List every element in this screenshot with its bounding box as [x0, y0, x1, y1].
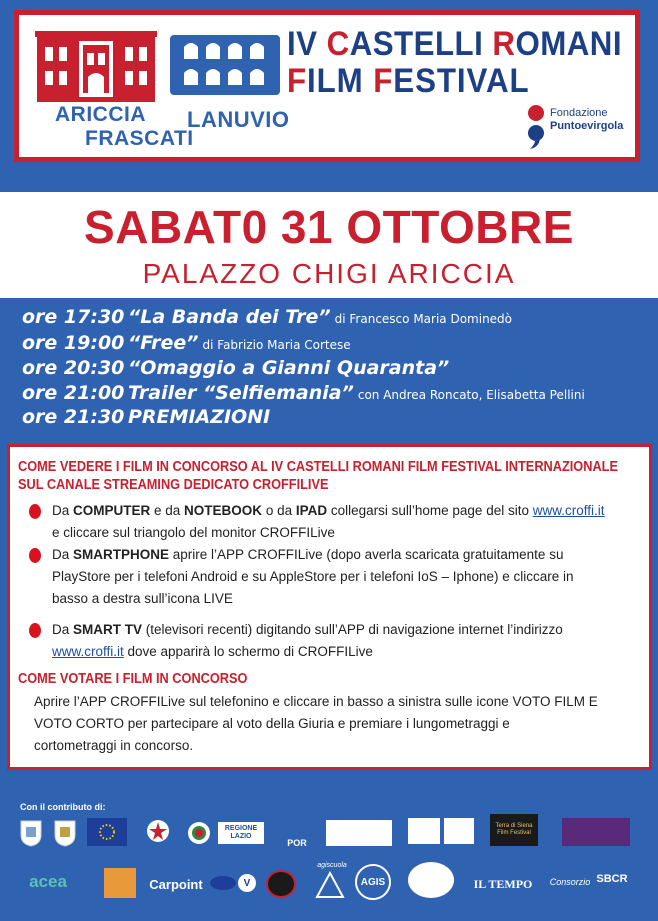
schedule-note: di Fabrizio Maria Cortese: [202, 338, 351, 352]
sponsor-logo: [562, 818, 630, 846]
croffi-link[interactable]: www.croffi.it: [532, 503, 605, 518]
sponsor-logo: [104, 868, 136, 898]
schedule-row: [22, 332, 351, 354]
agis-logo: AGIS: [355, 864, 391, 900]
bullet-icon: [29, 548, 41, 563]
computer-instructions-cont: e cliccare sul triangolo del monitor CROFFILive: [52, 525, 335, 540]
croffi-link[interactable]: www.croffi.it: [52, 644, 124, 659]
schedule-time: ore 17:30: [22, 306, 125, 328]
schedule-title: Trailer “Selfiemania”: [128, 382, 354, 404]
title-r: R: [492, 25, 516, 63]
schedule-title: “La Banda dei Tre”: [128, 306, 331, 328]
radio-logo: [408, 862, 454, 898]
schedule-note: di Francesco Maria Dominedò: [334, 312, 513, 326]
fondazione-logo: [524, 103, 634, 149]
schedule-time: ore 20:30: [22, 357, 125, 379]
event-venue: PALAZZO CHIGI ARICCIA: [142, 258, 516, 289]
municipal-crest-icon: [52, 818, 78, 848]
schedule-time: ore 19:00: [22, 332, 125, 354]
schedule-row: [22, 306, 512, 328]
sponsor-logo: [326, 820, 392, 846]
agiscuola-logo-icon: [312, 870, 348, 900]
vote-instructions: cortometraggi in concorso.: [34, 738, 194, 753]
carpoint-logo: Carpoint: [149, 876, 203, 892]
fondazione-label: Fondazione: [550, 107, 608, 119]
il-tempo-logo: IL TEMPO: [473, 876, 533, 891]
sponsor-logo: [408, 818, 440, 844]
consorzio-label: Consorzio: [549, 877, 591, 887]
info-heading-vote: COME VOTARE I FILM IN CONCORSO: [18, 671, 248, 687]
info-heading-2: SUL CANALE STREAMING DEDICATO CROFFILIVE: [18, 477, 329, 493]
vote-instructions: VOTO CORTO per partecipare al voto della Giuria e premiare i lungometraggi e: [34, 716, 510, 731]
sponsor-logo: [444, 818, 474, 844]
title-c: C: [326, 25, 350, 63]
title-estival: ESTIVAL: [393, 62, 530, 100]
schedule-row: [22, 406, 274, 428]
schedule-note: con Andrea Roncato, Elisabetta Pellini: [357, 388, 585, 402]
festival-header: [14, 10, 640, 162]
town-ariccia: ARICCIA: [55, 103, 146, 126]
festival-title-line1: [287, 25, 622, 64]
town-frascati: FRASCATI: [85, 127, 194, 150]
republic-emblem-icon: [144, 816, 172, 848]
title-f2: F: [373, 62, 394, 100]
title-ilm: ILM: [307, 62, 374, 100]
terra-di-siena-logo: Terra di Siena Film Festival: [490, 814, 538, 846]
ariccia-building-icon: [35, 27, 157, 102]
town-lanuvio: LANUVIO: [187, 107, 290, 132]
smartphone-instructions: Da SMARTPHONE aprire l’APP CROFFILive (dopo averla scaricata gratuitamente su: [52, 547, 564, 562]
smart-tv-instructions: Da SMART TV (televisori recenti) digitando sull’APP di navigazione internet l’indirizzo: [52, 622, 563, 637]
title-f1: F: [287, 62, 308, 100]
bullet-icon: [29, 623, 41, 638]
computer-instructions: Da COMPUTER e da NOTEBOOK o da IPAD collegarsi sull’home page del sito www.croffi.it: [52, 503, 605, 518]
schedule-title: “Free”: [128, 332, 199, 354]
acea-logo: acea: [29, 872, 67, 891]
title-astelli: ASTELLI: [349, 25, 493, 63]
event-date: SABAT0 31 OTTOBRE: [84, 201, 574, 253]
vote-instructions: Aprire l’APP CROFFILive sul telefonino e cliccare in basso a sinistra sulle icone VOTO FILM E: [34, 694, 598, 709]
smart-tv-instructions-cont: www.croffi.it dove apparirà lo schermo di CROFFILive: [52, 644, 373, 659]
sponsors-label: Con il contributo di:: [20, 802, 106, 812]
ford-logo: [210, 876, 236, 890]
sponsor-badge-icon: [266, 870, 296, 898]
towns-logo: [35, 27, 290, 157]
schedule-title: “Omaggio a Gianni Quaranta”: [128, 357, 450, 379]
agiscuola-label: agiscuola: [317, 861, 347, 869]
schedule-title: PREMIAZIONI: [128, 406, 271, 428]
semicolon-icon: [524, 103, 548, 149]
municipal-crest-icon: [18, 818, 44, 848]
emblem-icon: [186, 820, 212, 846]
schedule-row: [22, 357, 453, 379]
smartphone-instructions-cont: basso a destra sull’icona LIVE: [52, 591, 233, 606]
schedule-row: [22, 382, 585, 404]
schedule-time: ore 21:30: [22, 406, 125, 428]
title-iv: IV: [287, 25, 327, 63]
smartphone-instructions-cont: PlayStore per i telefoni Android e su AppleStore per i telefoni IoS – Iphone) e cliccare in: [52, 569, 574, 584]
puntoevirgola-label: Puntoevirgola: [550, 120, 624, 132]
lanuvio-building-icon: [170, 27, 280, 102]
festival-title-line2: [287, 62, 530, 101]
schedule-time: ore 21:00: [22, 382, 125, 404]
sbcr-logo: SBCR: [596, 873, 628, 885]
vw-logo: V: [238, 874, 256, 892]
bullet-icon: [29, 504, 41, 519]
eu-flag-icon: [87, 818, 127, 846]
por-logo: POR: [287, 838, 307, 848]
info-heading-1: COME VEDERE I FILM IN CONCORSO AL IV CASTELLI ROMANI FILM FESTIVAL INTERNAZIONALE: [18, 459, 618, 475]
regione-lazio-logo: REGIONE LAZIO: [218, 822, 264, 844]
streaming-info-box: [7, 444, 652, 770]
title-omani: OMANI: [515, 25, 623, 63]
